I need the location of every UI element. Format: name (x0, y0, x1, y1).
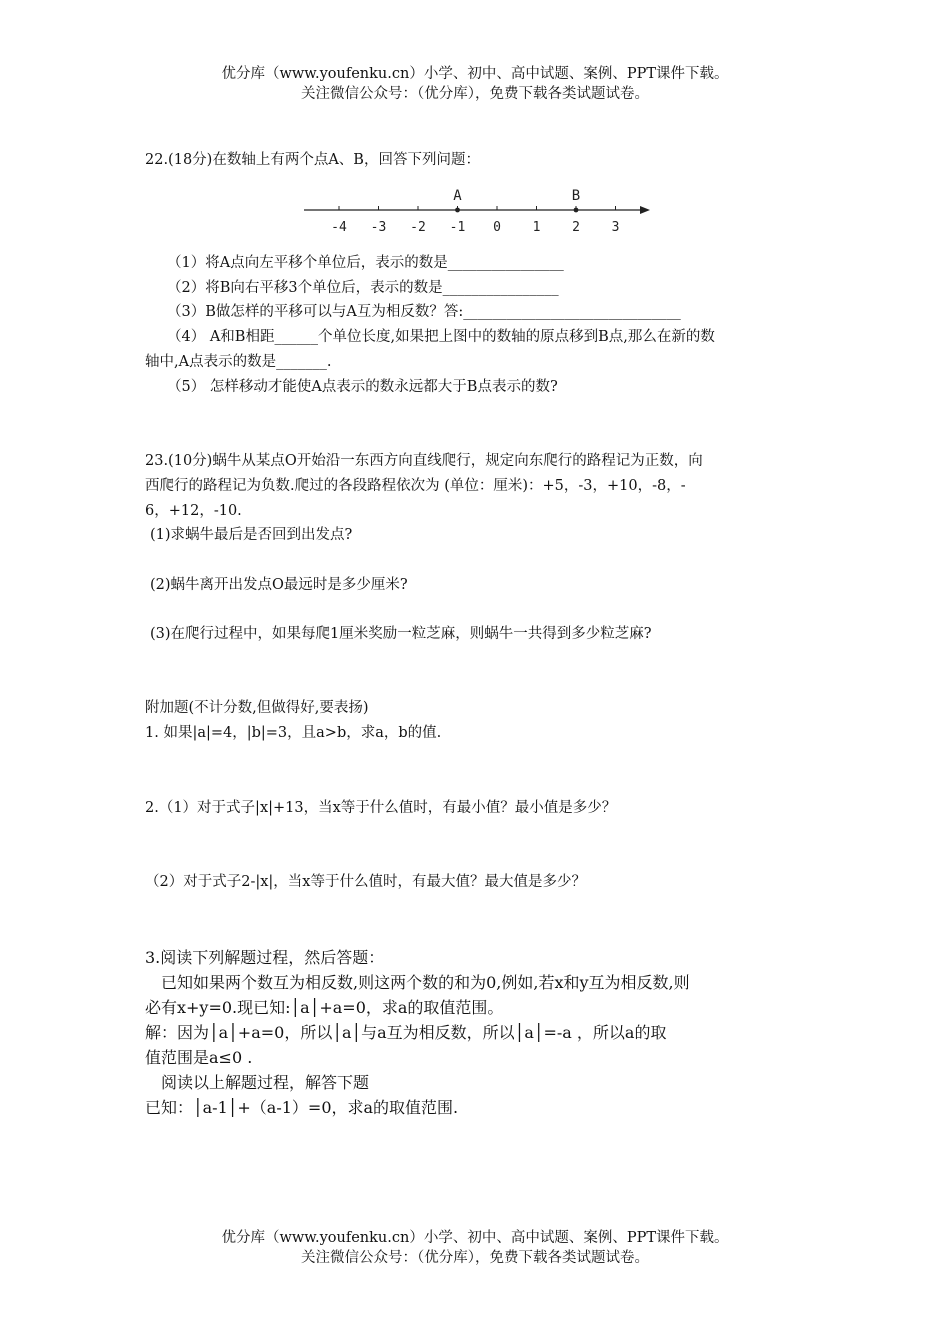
number-line-tick-label: 0 (493, 220, 501, 235)
extra-problem-2-part1: 2.（1）对于式子|x|+13，当x等于什么值时，有最小值？最小值是多少？ (145, 800, 617, 816)
number-line-tick-label: -1 (449, 220, 466, 235)
extra-problem-3-line6: 已知：│a-1│+（a-1）=0，求a的取值范围. (145, 1098, 459, 1117)
point-b-label: B (571, 188, 581, 204)
q23-line2: 西爬行的路程记为负数.爬过的各段路程依次为 (单位：厘米)：+5，-3，+10，-8，- (145, 478, 686, 494)
q22-sub4-line2: 轴中,A点表示的数是_______. (145, 354, 332, 370)
point-a-label: A (453, 188, 462, 204)
point-b-dot (574, 208, 579, 213)
number-line-tick-label: 1 (532, 220, 541, 235)
q22-sub5: （5） 怎样移动才能使A点表示的数永远都大于B点表示的数? (167, 379, 558, 395)
footer-line-1: 优分库（www.youfenku.cn）小学、初中、高中试题、案例、PPT课件下载。 (221, 1230, 729, 1246)
extra-problem-3-line4: 值范围是a≤0 . (145, 1048, 253, 1067)
extra-problem-2-part2: （2）对于式子2-|x|，当x等于什么值时，有最大值？最大值是多少？ (145, 874, 586, 890)
q22-sub2: （2）将B向右平移3个单位后，表示的数是________________ (167, 280, 559, 296)
q22-sub3: （3）B做怎样的平移可以与A互为相反数？答:______________________________ (167, 304, 681, 320)
q23-line3: 6，+12，-10. (145, 503, 242, 519)
extra-problem-3-line1: 已知如果两个数互为相反数,则这两个数的和为0,例如,若x和y互为相反数,则 (161, 973, 690, 992)
number-line-tick-label: -3 (370, 220, 387, 235)
footer-line-2: 关注微信公众号：（优分库），免费下载各类试题试卷。 (301, 1250, 649, 1266)
extra-problem-3-line5: 阅读以上解题过程，解答下题 (161, 1073, 370, 1092)
q23-line1: 23.(10分)蜗牛从某点O开始沿一东西方向直线爬行，规定向东爬行的路程记为正数，向 (145, 453, 703, 469)
point-a-dot (455, 208, 460, 213)
q23-sub3: (3)在爬行过程中，如果每爬1厘米奖励一粒芝麻，则蜗牛一共得到多少粒芝麻? (150, 626, 652, 642)
q23-sub1: (1)求蜗牛最后是否回到出发点? (150, 527, 353, 543)
header-line-1: 优分库（www.youfenku.cn）小学、初中、高中试题、案例、PPT课件下载。 (221, 66, 729, 82)
extra-problem-3-title: 3.阅读下列解题过程，然后答题： (145, 948, 385, 967)
q22-sub1: （1）将A点向左平移个单位后，表示的数是________________ (167, 255, 564, 271)
q23-sub2: (2)蜗牛离开出发点O最远时是多少厘米? (150, 577, 408, 593)
number-line-tick-label: 3 (611, 220, 620, 235)
q22-sub4-line1: （4） A和B相距______个单位长度,如果把上图中的数轴的原点移到B点,那么在新的数 (167, 329, 715, 345)
extra-title: 附加题(不计分数,但做得好,要表扬) (145, 700, 369, 716)
number-line (300, 180, 660, 240)
number-line-tick-label: -2 (410, 220, 426, 235)
header-line-2: 关注微信公众号：（优分库），免费下载各类试题试卷。 (301, 86, 649, 102)
number-line-tick-label: 2 (572, 220, 580, 235)
q22-title: 22.(18分)在数轴上有两个点A、B，回答下列问题： (145, 152, 480, 168)
extra-problem-1: 1. 如果|a|=4，|b|=3，且a>b，求a，b的值. (145, 725, 442, 741)
extra-problem-3-line2: 必有x+y=0.现已知:│a│+a=0，求a的取值范围。 (145, 998, 504, 1017)
number-line-arrow (640, 206, 650, 214)
extra-problem-3-line3: 解：因为│a│+a=0，所以│a│与a互为相反数，所以│a│=-a ，所以a的取 (145, 1023, 667, 1042)
number-line-tick-label: -4 (331, 220, 347, 235)
